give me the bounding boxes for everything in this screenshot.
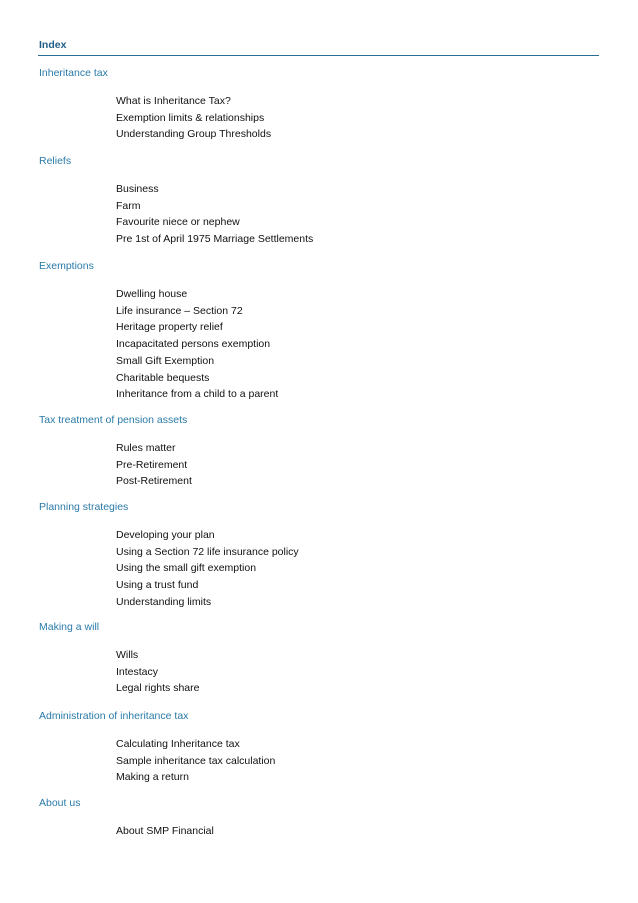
index-entry: Charitable bequests xyxy=(116,371,210,384)
index-entry: Sample inheritance tax calculation xyxy=(116,754,276,767)
index-entry: Farm xyxy=(116,199,141,212)
index-entry: Incapacitated persons exemption xyxy=(116,338,271,351)
section-heading: Reliefs xyxy=(39,155,72,167)
index-entry: Dwelling house xyxy=(116,288,188,300)
index-entry: Life insurance – Section 72 xyxy=(116,304,243,317)
index-entry: Legal rights share xyxy=(116,682,200,695)
index-entry: What is Inheritance Tax? xyxy=(116,95,231,107)
index-entry: Favourite niece or nephew xyxy=(116,216,240,229)
index-entry: Using a Section 72 life insurance policy xyxy=(116,545,299,558)
index-entry: Making a return xyxy=(116,771,189,784)
index-entry: Developing your plan xyxy=(116,529,215,541)
section-heading: Inheritance tax xyxy=(39,67,108,79)
index-title: Index xyxy=(39,39,67,51)
index-entry: Pre-Retirement xyxy=(116,458,188,471)
section-heading: Planning strategies xyxy=(39,501,129,513)
section-heading: Administration of inheritance tax xyxy=(39,710,189,722)
index-entry: Understanding Group Thresholds xyxy=(116,128,272,141)
index-entry: Using the small gift exemption xyxy=(116,562,257,575)
index-entry: Exemption limits & relationships xyxy=(116,111,265,124)
section-heading: Exemptions xyxy=(39,260,94,272)
index-entry: Post-Retirement xyxy=(116,475,192,488)
index-entry: Small Gift Exemption xyxy=(116,354,215,367)
section-heading: Making a will xyxy=(39,621,100,633)
index-entry: About SMP Financial xyxy=(116,825,214,837)
title-divider xyxy=(38,55,599,56)
index-entry: Using a trust fund xyxy=(116,579,199,592)
section-heading: About us xyxy=(39,797,81,809)
index-entry: Intestacy xyxy=(116,665,159,678)
index-entry: Pre 1st of April 1975 Marriage Settlements xyxy=(116,233,314,246)
index-entry: Heritage property relief xyxy=(116,321,223,334)
index-entry: Understanding limits xyxy=(116,595,212,608)
index-entry: Wills xyxy=(116,649,139,661)
index-entry: Calculating Inheritance tax xyxy=(116,738,240,750)
index-entry: Rules matter xyxy=(116,442,176,454)
section-heading: Tax treatment of pension assets xyxy=(39,414,188,426)
index-entry: Inheritance from a child to a parent xyxy=(116,388,279,401)
index-entry: Business xyxy=(116,183,159,195)
